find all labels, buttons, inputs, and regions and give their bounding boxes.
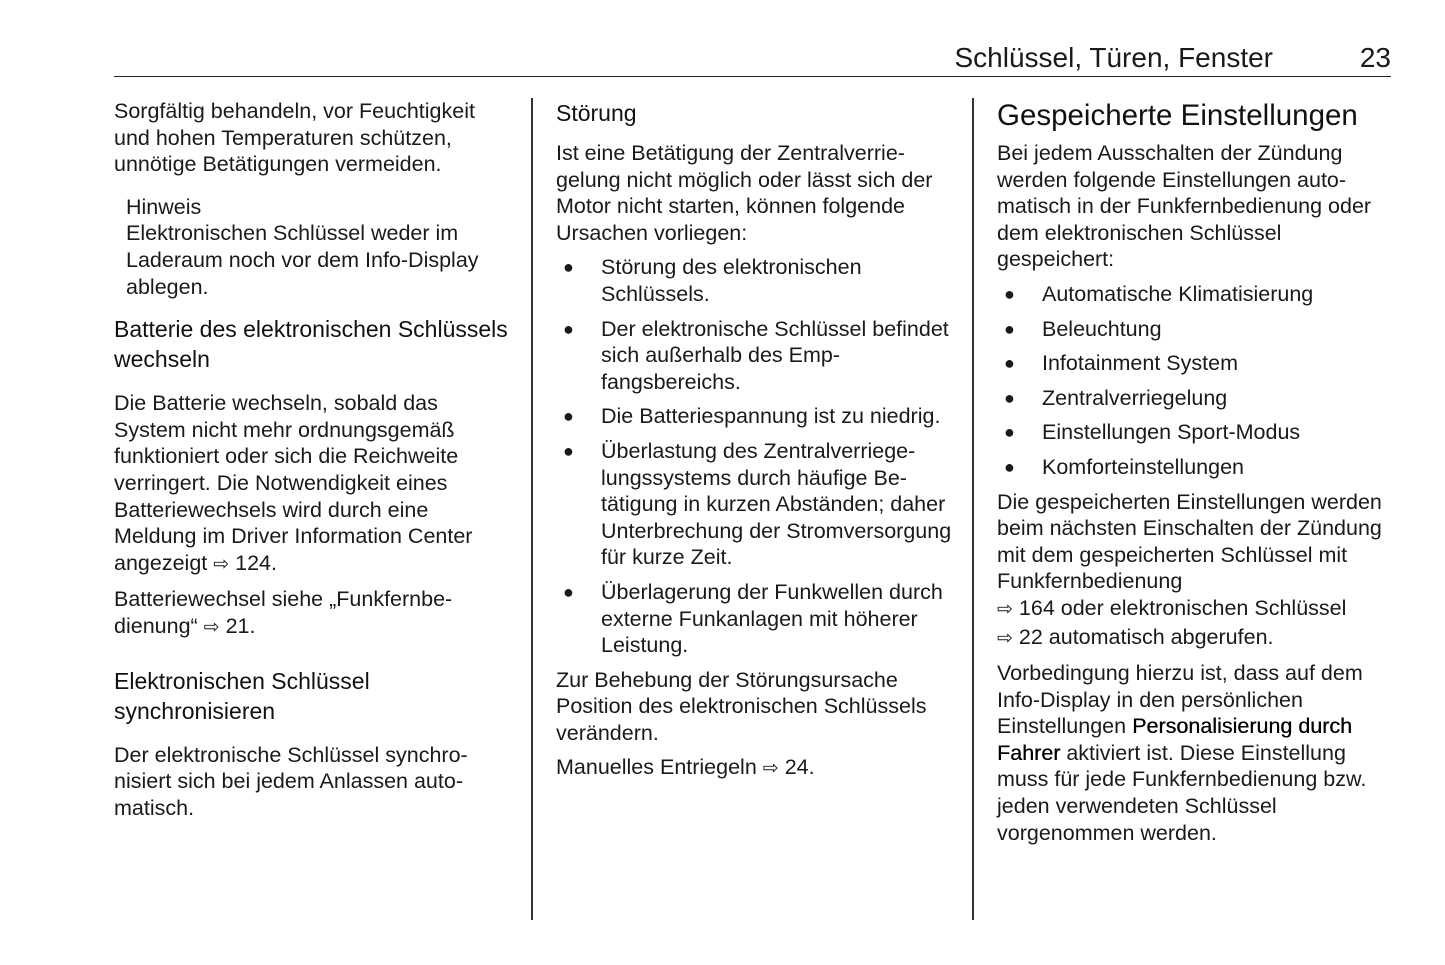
list-item: ● Die Batteriespannung ist zu niedrig. [563, 404, 941, 429]
list-item: ● Der elektronische Schlüssel befindet sich außerhalb des Empfangsbereichs. [563, 316, 949, 394]
column-divider [531, 98, 533, 920]
list-item: ● Überlagerung der Funkwellen durch externe Funkanlagen mit höherer Leistung. [563, 579, 943, 658]
bullet-icon: ● [1004, 456, 1015, 477]
bullet-icon: ● [563, 406, 574, 427]
column-left [114, 98, 514, 829]
bullet-icon: ● [1004, 318, 1015, 339]
malfunction-outro: Zur Behebung der Störungsursache Position des elektronischen Schlüssels verändern. [556, 667, 927, 745]
malfunction-cause-list [556, 254, 952, 658]
column-right [997, 98, 1397, 854]
section-heading-sync: Elektronischen Schlüssel synchronisieren [114, 667, 370, 724]
page-reference-link[interactable]: 24. [784, 755, 815, 780]
battery-paragraph: Die Batterie wechseln, sobald das System nicht mehr ordnungsgemäß funktioniert oder sich die Reichweite verringert. Die Notwendigkeit eines Batteriewechsels wird durch eine Meldung im Driver Information Center angezeigt ⇨ 124. [114, 391, 473, 575]
list-item: ● Überlastung des Zentralverriegelungssystems durch häufige Betätigung in kurzen Abständen; daher Unterbrechung der Stromversorgung für kurze Zeit. [563, 438, 952, 570]
note-box [126, 194, 514, 300]
page-reference-link[interactable]: 164 oder elektronischen Schlüssel [1018, 595, 1347, 620]
bullet-icon: ● [563, 257, 574, 278]
reference-arrow-icon: ⇨ [997, 598, 1013, 620]
intro-paragraph: Sorgfältig behandeln, vor Feuchtigkeit und hohen Temperaturen schützen, unnötige Betätigungen vermeiden. [114, 99, 475, 177]
list-item: ● Infotainment System [1004, 351, 1238, 376]
column-middle [556, 98, 952, 791]
column-divider [972, 98, 974, 920]
bullet-icon: ● [1004, 387, 1015, 408]
bullet-icon: ● [563, 318, 574, 339]
reference-arrow-icon: ⇨ [762, 758, 779, 780]
chapter-title: Schlüssel, Türen, Fenster [954, 42, 1273, 73]
section-heading-saved-settings: Gespeicherte Einstellungen [997, 99, 1358, 132]
page-number: 23 [1359, 42, 1391, 73]
page-reference-link[interactable]: 21. [225, 613, 256, 638]
malfunction-intro: Ist eine Betätigung der Zentralverriegelung nicht möglich oder lässt sich der Motor nicht starten, können folgende Ursachen vorliegen: [556, 141, 933, 245]
section-heading-malfunction: Störung [556, 100, 637, 126]
reference-arrow-icon: ⇨ [203, 616, 220, 638]
list-item: ● Automatische Klimatisierung [1004, 281, 1314, 306]
saved-settings-intro: Bei jedem Ausschalten der Zündung werden folgende Einstellungen automatisch in der Funkfernbedienung oder dem elektronischen Schlüssel gespeichert: [997, 141, 1372, 272]
bullet-icon: ● [1004, 283, 1015, 304]
note-text: Elektronischen Schlüssel weder im Laderaum noch vor dem Info-Display ablegen. [126, 221, 479, 299]
page-reference-link[interactable]: 22 automatisch abgerufen. [1018, 624, 1274, 649]
precondition-paragraph: Vorbedingung hierzu ist, dass auf dem Info-Display in den persönlichen Einstellungen Personalisierung durch Fahrer aktiviert ist. Diese Einstellung muss für jede Funkfernbedienung bzw. jeden verwendeten Schlüssel vorgenommen werden. [997, 661, 1367, 845]
list-item: ● Beleuchtung [1004, 316, 1162, 341]
saved-settings-list [997, 281, 1397, 481]
list-item: ● Störung des elektronischen Schlüssels. [563, 255, 862, 306]
list-item: ● Einstellungen Sport-Modus [1004, 420, 1301, 445]
menu-path-label: Personalisierung durch Fahrer [997, 714, 1352, 765]
recall-paragraph: Die gespeicherten Einstellungen werden beim nächsten Einschalten der Zündung mit dem gespeicherten Schlüssel mit Funkfernbedienung ⇨ 164 oder elektronischen Schlüssel ⇨ 22 automatisch abgerufen. [997, 489, 1382, 649]
sync-paragraph: Der elektronische Schlüssel synchronisiert sich bei jedem Anlassen automatisch. [114, 742, 468, 820]
manual-unlock-paragraph: Manuelles Entriegeln ⇨ 24. [556, 755, 815, 780]
bullet-icon: ● [563, 440, 574, 461]
page-header [114, 38, 1391, 77]
page-reference-link[interactable]: 124. [235, 550, 277, 575]
bullet-icon: ● [563, 581, 574, 602]
list-item: ● Zentralverriegelung [1004, 385, 1228, 410]
bullet-icon: ● [1004, 422, 1015, 443]
reference-arrow-icon: ⇨ [213, 553, 230, 575]
bullet-icon: ● [1004, 353, 1015, 374]
section-heading-battery: Batterie des elektronischen Schlüssels wechseln [114, 316, 508, 373]
note-title: Hinweis [126, 194, 202, 219]
list-item: ● Komforteinstellungen [1004, 454, 1244, 479]
battery-reference-paragraph: Batteriewechsel siehe „Funkfernbedienung“ ⇨ 21. [114, 587, 453, 638]
reference-arrow-icon: ⇨ [997, 627, 1013, 649]
